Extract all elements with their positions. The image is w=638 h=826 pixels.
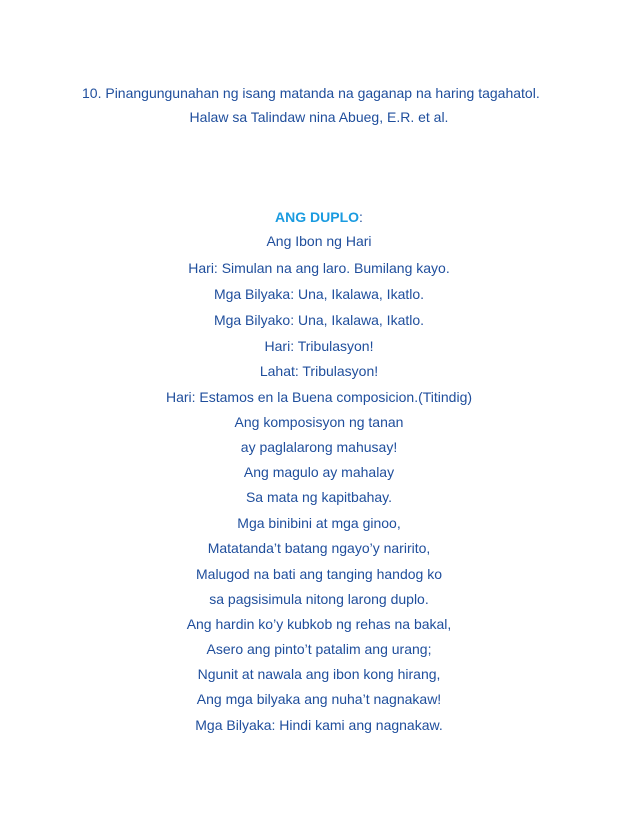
section-heading-colon: :	[359, 209, 363, 225]
poem-line: Hari: Tribulasyon!	[264, 338, 374, 354]
poem-line: Matatanda’t batang ngayo’y naririto,	[207, 540, 431, 556]
poem-line: Ang komposisyon ng tanan	[234, 414, 404, 430]
list-item-10: 10. Pinangungunahan ng isang matanda na gaganap na haring tagahatol.	[82, 85, 540, 101]
poem-line: Mga binibini at mga ginoo,	[237, 515, 401, 531]
poem-line: Mga Bilyako: Una, Ikalawa, Ikatlo.	[213, 312, 425, 328]
poem-line: Lahat: Tribulasyon!	[259, 363, 379, 379]
poem-line: Ang hardin ko’y kubkob ng rehas na bakal,	[186, 616, 452, 632]
poem-line: Asero ang pinto’t patalim ang urang;	[206, 641, 432, 657]
poem-line: Hari: Estamos en la Buena composicion.(Titindig)	[165, 389, 473, 405]
poem-line: Malugod na bati ang tanging handog ko	[196, 566, 442, 582]
poem-line: Ang mga bilyaka ang nuha’t nagnakaw!	[196, 691, 442, 707]
source-citation: Halaw sa Talindaw nina Abueg, E.R. et al.	[189, 109, 449, 125]
poem-line: Hari: Simulan na ang laro. Bumilang kayo.	[188, 260, 450, 276]
poem-line: Mga Bilyaka: Una, Ikalawa, Ikatlo.	[213, 286, 425, 302]
poem-line: ay paglalarong mahusay!	[240, 439, 398, 455]
poem-line: Ang Ibon ng Hari	[266, 233, 372, 249]
poem-line: Ang magulo ay mahalay	[243, 464, 395, 480]
poem-line: Sa mata ng kapitbahay.	[245, 489, 393, 505]
section-heading-text: ANG DUPLO	[275, 209, 360, 225]
section-heading	[0, 208, 638, 226]
poem-line: Ngunit at nawala ang ibon kong hirang,	[197, 666, 441, 682]
poem-line: Mga Bilyaka: Hindi kami ang nagnakaw.	[195, 717, 443, 733]
poem-line: sa pagsisimula nitong larong duplo.	[209, 591, 429, 607]
